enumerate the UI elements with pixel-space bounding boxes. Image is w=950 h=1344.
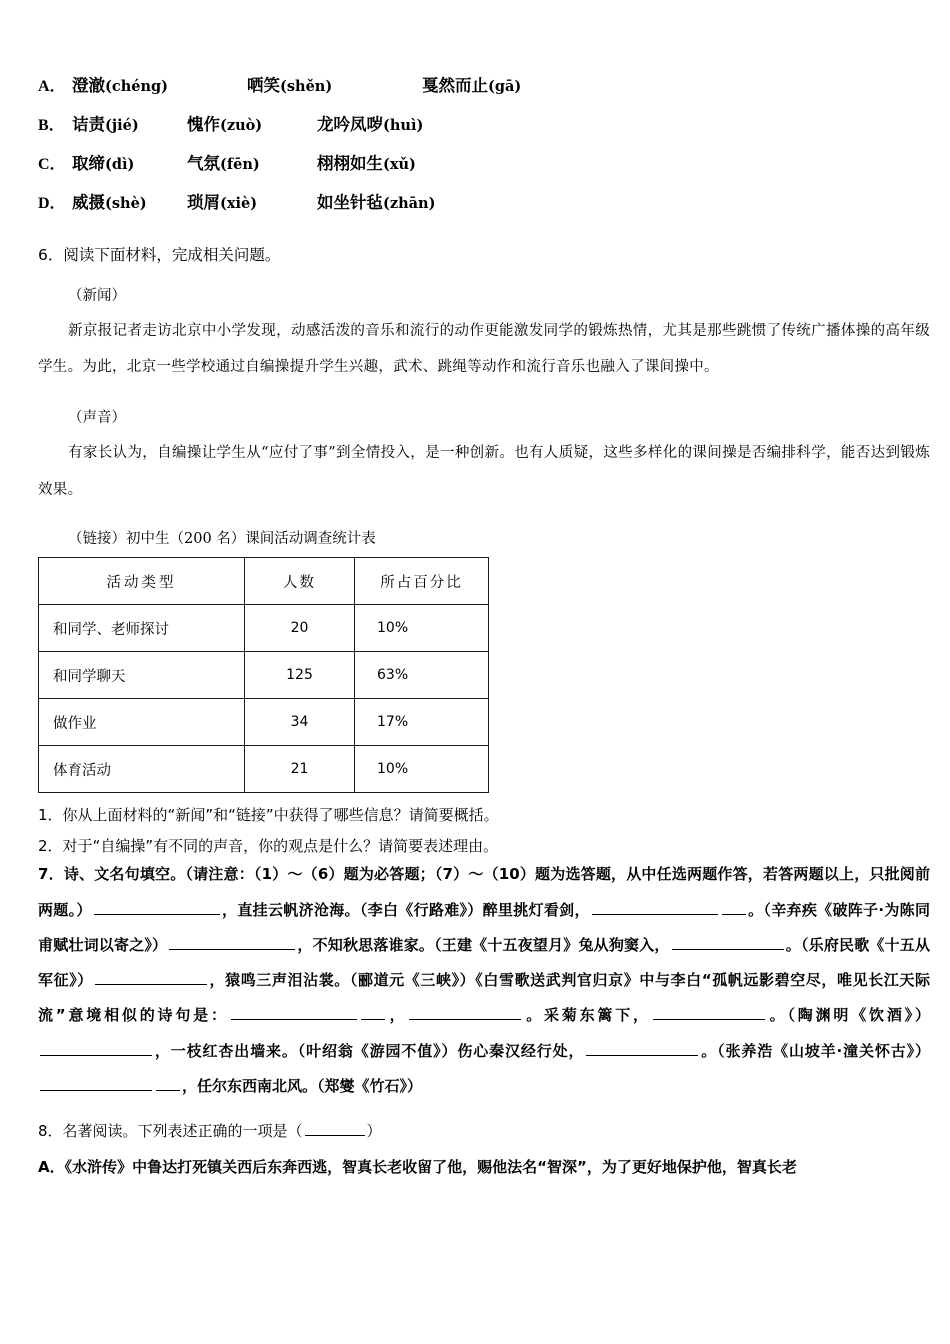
fill-blank[interactable]: [169, 935, 295, 950]
pinyin: (gā): [488, 78, 522, 95]
choice-row[interactable]: [38, 156, 930, 195]
choice-word: 如坐针毡(zhān): [317, 193, 436, 212]
header-count: 人数: [245, 558, 355, 605]
link-label: （链接）初中生（200 名）课间活动调查统计表: [68, 531, 376, 548]
sub-question-1: 1．你从上面材料的“新闻”和“链接”中获得了哪些信息？请简要概括。: [38, 806, 499, 825]
pinyin: (zuò): [220, 117, 263, 134]
fill-blank[interactable]: [94, 900, 220, 915]
fill-blank[interactable]: [40, 1041, 152, 1056]
voice-label: （声音）: [68, 410, 126, 427]
pinyin: (shěn): [280, 78, 333, 95]
choice-word: 威摄(shè): [72, 193, 147, 212]
choice-word: 诘责(jié): [72, 115, 139, 134]
question7-stem: 7．诗、文名句填空。（请注意：（1）～（6）题为必答题；（7）～（10）题为选答题，从中任选两题作答，若答两题以上，只批阅前两题。）: [38, 865, 930, 919]
q7-seg-11: ，任尔东西南北风。（郑燮《竹石》）: [182, 1076, 423, 1095]
cell-count: 125: [245, 652, 355, 699]
header-activity-type: 活动类型: [39, 558, 245, 605]
choice-word: 龙吟凤哕(huì): [317, 115, 424, 134]
choice-word: 哂笑(shěn): [247, 76, 333, 95]
choice-word: 戛然而止(gā): [422, 76, 522, 95]
q7-seg-6: ，: [386, 1006, 408, 1025]
cell-percentage: 63%: [355, 652, 489, 699]
cell-percentage: 17%: [355, 699, 489, 746]
cell-count: 34: [245, 699, 355, 746]
pinyin: (shè): [105, 195, 147, 212]
pinyin: (fēn): [220, 156, 260, 173]
q7-seg-10: 。（张养浩《山坡羊·潼关怀古》）: [700, 1041, 930, 1060]
choice-letter-c: C．: [38, 156, 66, 173]
choice-row[interactable]: [38, 117, 930, 156]
cell-count: 20: [245, 605, 355, 652]
fill-blank[interactable]: [231, 1005, 357, 1020]
q7-seg-8: 。（陶渊明《饮酒》）: [766, 1006, 930, 1025]
fill-blank[interactable]: [95, 970, 207, 985]
fill-blank[interactable]: [361, 1005, 385, 1020]
choice-word: 愧作(zuò): [187, 115, 263, 134]
choice-word: 栩栩如生(xǔ): [317, 154, 416, 173]
question8-stem-text: 8．名著阅读。下列表述正确的一项是（: [38, 1122, 303, 1141]
choice-letter-b: B．: [38, 117, 65, 134]
table-row: [39, 746, 489, 793]
q7-seg-9: ，一枝红杏出墙来。（叶绍翁《游园不值》）伤心秦汉经行处，: [154, 1041, 585, 1060]
fill-blank[interactable]: [409, 1005, 521, 1020]
question6-stem: 6．阅读下面材料，完成相关问题。: [38, 246, 281, 264]
fill-blank[interactable]: [722, 900, 746, 915]
question8-option-a[interactable]: A．《水浒传》中鲁达打死镇关西后东奔西逃，智真长老收留了他，赐他法名“智深”，为了更好地保护他，智真长老: [38, 1158, 797, 1177]
sub-question-2: 2．对于“自编操”有不同的声音，你的观点是什么？请简要表述理由。: [38, 837, 499, 856]
fill-blank[interactable]: [156, 1076, 180, 1091]
question8-stem-close: ）: [366, 1122, 382, 1141]
question7-body: [38, 857, 930, 1104]
cell-count: 21: [245, 746, 355, 793]
activity-survey-table: [38, 557, 489, 793]
choice-row[interactable]: [38, 78, 930, 117]
table-row: [39, 652, 489, 699]
choice-word: 取缔(dì): [72, 154, 135, 173]
table-row: [39, 699, 489, 746]
news-label: （新闻）: [68, 287, 126, 304]
choice-letter-a: A．: [38, 78, 66, 95]
pinyin: (chéng): [105, 78, 168, 95]
q7-seg-5: ，猿鸣三声泪沾裳。（郦道元《三峡》）《白雪歌送武判官归京》中与李白“孤帆远影碧空尽，唯见长江天际流”意境相似的诗句是：: [38, 971, 930, 1025]
q7-seg-4: 。（乐府民歌《十五从军征》）: [38, 935, 930, 990]
question8-stem: [38, 1120, 930, 1141]
fill-blank[interactable]: [40, 1076, 152, 1091]
fill-blank[interactable]: [672, 935, 784, 950]
q7-seg-3: ，不知秋思落谁家。（王建《十五夜望月》兔从狗窦入，: [297, 935, 670, 954]
q7-seg-1: ，直挂云帆济沧海。（李白《行路难》）醉里挑灯看剑，: [221, 900, 590, 919]
choice-word: 琐屑(xiè): [187, 193, 258, 212]
pinyin: (jié): [105, 117, 139, 134]
choice-word: 气氛(fēn): [187, 154, 260, 173]
voice-text: 有家长认为，自编操让学生从“应付了事”到全情投入，是一种创新。也有人质疑，这些多样化的课间操是否编排科学，能否达到锻炼效果。: [38, 445, 930, 499]
q7-seg-2: 。（辛弃疾《破阵子·为陈同甫赋壮词以寄之》）: [38, 900, 930, 954]
choice-letter-d: D．: [38, 195, 66, 212]
pinyin: (xiè): [220, 195, 258, 212]
table-header-row: [39, 558, 489, 605]
news-paragraph: [38, 313, 930, 387]
cell-percentage: 10%: [355, 746, 489, 793]
cell-activity-type: 做作业: [39, 699, 245, 746]
question5-options: [38, 78, 930, 234]
pinyin: (dì): [105, 156, 135, 173]
pinyin: (huì): [383, 117, 424, 134]
cell-activity-type: 和同学聊天: [39, 652, 245, 699]
choice-word: 澄澈(chéng): [72, 76, 168, 95]
pinyin: (zhān): [383, 195, 436, 212]
news-text: 新京报记者走访北京中小学发现，动感活泼的音乐和流行的动作更能激发同学的锻炼热情，尤其是那些跳惯了传统广播体操的高年级学生。为此，北京一些学校通过自编操提升学生兴趣，武术、跳绳等动作和流行音乐也融入了课间操中。: [38, 322, 930, 376]
answer-blank[interactable]: [305, 1121, 365, 1136]
q7-seg-7: 。采菊东篱下，: [523, 1006, 651, 1025]
choice-row[interactable]: [38, 195, 930, 234]
header-percentage: 所占百分比: [355, 558, 489, 605]
cell-activity-type: 和同学、老师探讨: [39, 605, 245, 652]
fill-blank[interactable]: [653, 1005, 765, 1020]
table-row: [39, 605, 489, 652]
pinyin: (xǔ): [383, 156, 416, 173]
fill-blank[interactable]: [586, 1041, 698, 1056]
cell-percentage: 10%: [355, 605, 489, 652]
fill-blank[interactable]: [592, 900, 718, 915]
voice-paragraph: [38, 435, 930, 509]
cell-activity-type: 体育活动: [39, 746, 245, 793]
